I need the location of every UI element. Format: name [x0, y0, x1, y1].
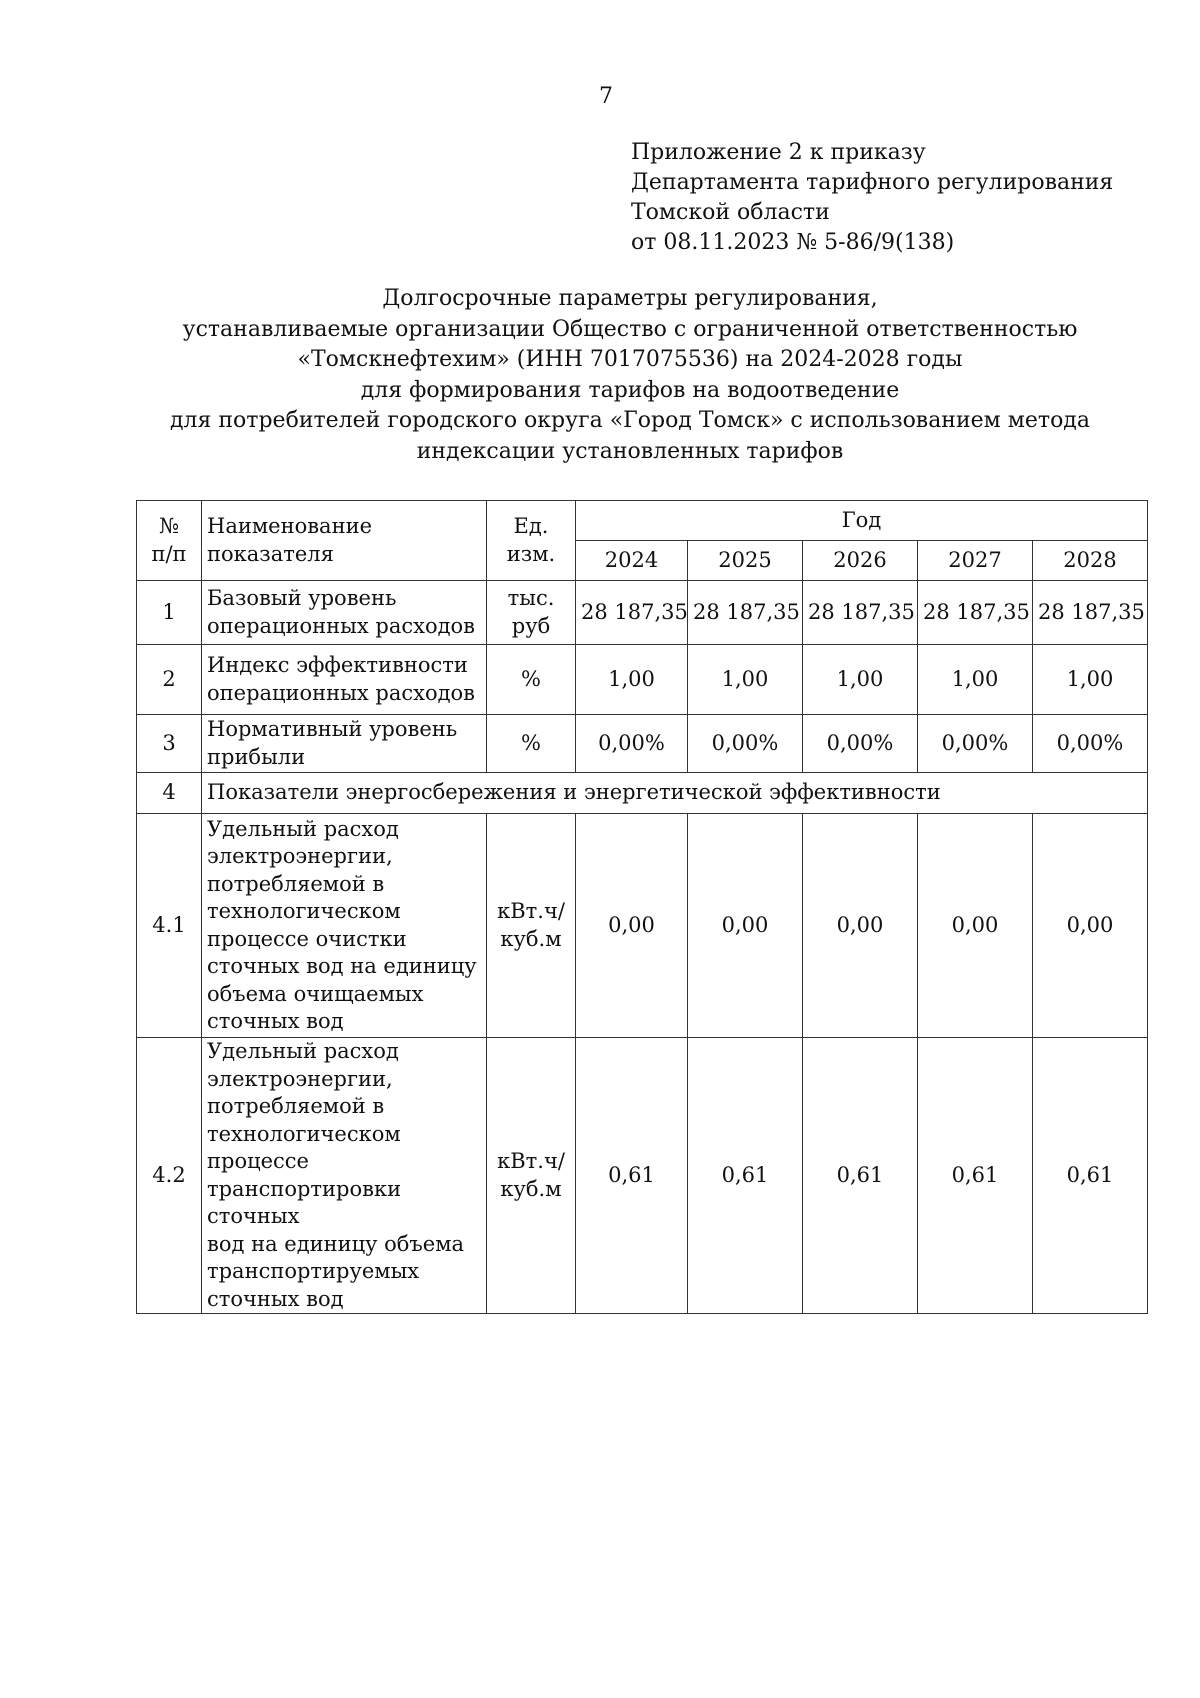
appendix-block [631, 138, 1113, 258]
row-num: 1 [137, 581, 202, 645]
header-year: 2024 [576, 541, 688, 581]
row-value: 28 187,35 [576, 581, 688, 645]
header-year: 2026 [803, 541, 918, 581]
header-year: 2028 [1033, 541, 1148, 581]
row-num: 3 [137, 715, 202, 773]
row-value: 0,00 [803, 814, 918, 1038]
table-section-row [137, 773, 1148, 814]
row-num: 4.1 [137, 814, 202, 1038]
row-value: 1,00 [688, 645, 803, 715]
table-row [137, 1038, 1148, 1314]
row-num: 4 [137, 773, 202, 814]
title-line: Долгосрочные параметры регулирования, [382, 286, 878, 311]
appendix-line: Приложение 2 к приказу [631, 140, 926, 165]
row-unit: кВт.ч/ куб.м [487, 1038, 576, 1314]
row-value: 0,61 [803, 1038, 918, 1314]
row-value: 0,61 [918, 1038, 1033, 1314]
row-num: 4.2 [137, 1038, 202, 1314]
row-name: Удельный расход электроэнергии, потребляемой в технологическом процессе очистки сточных вод на единицу объема очищаемых сточных вод [202, 814, 487, 1038]
row-unit: % [487, 645, 576, 715]
table-row [137, 645, 1148, 715]
table-row [137, 814, 1148, 1038]
row-num: 2 [137, 645, 202, 715]
row-value: 0,00 [688, 814, 803, 1038]
document-title [100, 284, 1160, 467]
table-row [137, 581, 1148, 645]
parameters-table [136, 500, 1148, 1314]
row-value: 0,00 [576, 814, 688, 1038]
header-year-group: Год [576, 501, 1148, 541]
row-value: 28 187,35 [803, 581, 918, 645]
row-unit: % [487, 715, 576, 773]
row-value: 0,00% [803, 715, 918, 773]
page-number: 7 [599, 84, 613, 109]
title-line: устанавливаемые организации Общество с ограниченной ответственностью [182, 316, 1078, 342]
row-value: 1,00 [576, 645, 688, 715]
row-value: 0,00% [576, 715, 688, 773]
row-value: 0,00 [918, 814, 1033, 1038]
row-name: Индекс эффективности операционных расходов [202, 645, 487, 715]
row-name: Нормативный уровень прибыли [202, 715, 487, 773]
row-value: 0,61 [688, 1038, 803, 1314]
title-line: для формирования тарифов на водоотведение [360, 377, 900, 403]
row-value: 0,00 [1033, 814, 1148, 1038]
section-title: Показатели энергосбережения и энергетической эффективности [202, 773, 1148, 814]
row-unit: кВт.ч/ куб.м [487, 814, 576, 1038]
appendix-line: Томской области [631, 200, 830, 225]
row-value: 0,00% [918, 715, 1033, 773]
header-name: Наименование показателя [202, 501, 487, 581]
header-year: 2025 [688, 541, 803, 581]
row-value: 1,00 [1033, 645, 1148, 715]
title-line: для потребителей городского округа «Город Томск» с использованием метода [170, 408, 1090, 433]
row-value: 0,00% [1033, 715, 1148, 773]
row-value: 28 187,35 [1033, 581, 1148, 645]
row-value: 1,00 [918, 645, 1033, 715]
row-value: 0,61 [1033, 1038, 1148, 1314]
header-num: № п/п [137, 501, 202, 581]
row-value: 28 187,35 [918, 581, 1033, 645]
row-name: Базовый уровень операционных расходов [202, 581, 487, 645]
header-unit: Ед. изм. [487, 501, 576, 581]
header-year: 2027 [918, 541, 1033, 581]
row-value: 28 187,35 [688, 581, 803, 645]
row-name: Удельный расход электроэнергии, потребляемой в технологическом процессе транспортировки сточных вод на единицу объема транспортируемых сточных вод [202, 1038, 487, 1314]
title-line: индексации установленных тарифов [416, 438, 844, 464]
row-value: 0,00% [688, 715, 803, 773]
table-header-row [137, 501, 1148, 541]
row-unit: тыс. руб [487, 581, 576, 645]
title-line: «Томскнефтехим» (ИНН 7017075536) на 2024-2028 годы [297, 347, 963, 372]
appendix-line: от 08.11.2023 № 5-86/9(138) [631, 230, 955, 255]
appendix-line: Департамента тарифного регулирования [631, 170, 1114, 195]
row-value: 0,61 [576, 1038, 688, 1314]
table-row [137, 715, 1148, 773]
row-value: 1,00 [803, 645, 918, 715]
